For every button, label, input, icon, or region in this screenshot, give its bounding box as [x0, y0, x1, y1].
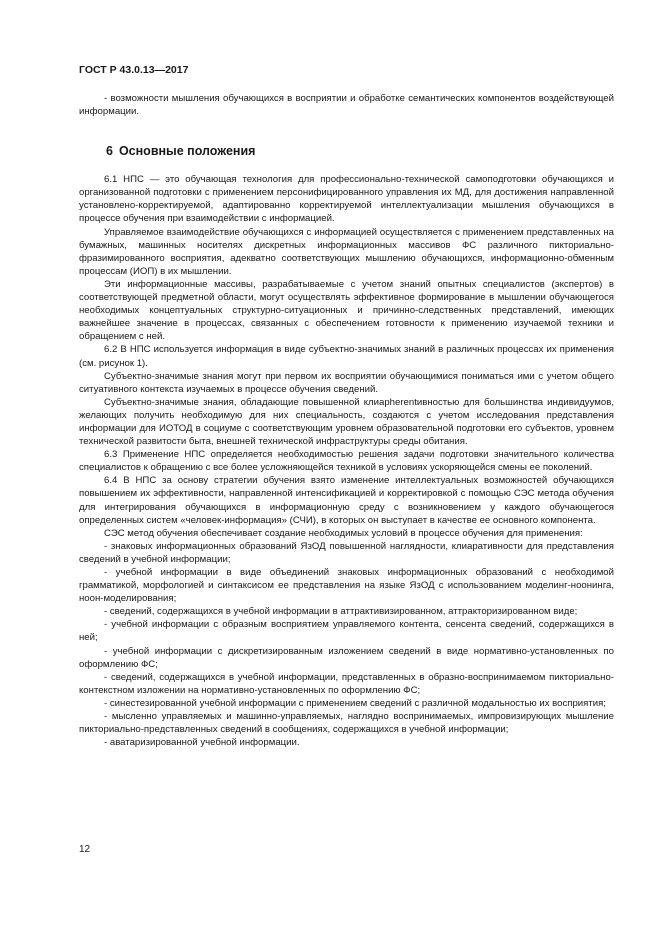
- section-heading: [106, 144, 614, 159]
- paragraph: 6.4 В НПС за основу стратегии обучения взято изменение интеллектуальных возможностей обучающихся повышением их эффективности, направленной интенсификацией и корректировкой с помощью СЭС метода обучения для интегрирования обучающихся в информационную среду с возникновением у каждого обучающегося определенных систем «человек-информация» (СЧИ), в которых он выступает в качестве ее основного компонента.: [79, 475, 614, 526]
- list-item: - знаковых информационных образований ЯзОД повышенной наглядности, клиаративности для представления сведений в учебной информации;: [79, 540, 614, 565]
- list-item: - аватаризированной учебной информации.: [104, 737, 300, 749]
- section-number: 6: [106, 144, 113, 159]
- list-item: - учебной информации в виде объединений знаковых информационных образований с необходимой грамматикой, морфологией и синтаксисом ее представления на языке ЯзОД с использованием моделинг-ноонинга, ноон-моделирования;: [79, 567, 614, 605]
- list-item: - сведений, содержащихся в учебной информации, представленных в образно-воспринимаемом пикториально-контекстном изложении на нормативно-установленных по оформлению ФС;: [79, 671, 614, 696]
- standard-header: ГОСТ Р 43.0.13—2017: [79, 64, 189, 76]
- intro-paragraph: - возможности мышления обучающихся в восприятии и обработке семантических компонентов воздействующей информации.: [79, 93, 614, 118]
- paragraph: Управляемое взаимодействие обучающихся с информацией осуществляется с применением представленных на бумажных, машинных носителях дискретных информационных массивов ФС различного пикториально-фразимированного восприятия, адекватно соответствующих мышлению обучающихся, информационно-обменным процессам (ИОП) в их мышлении.: [79, 226, 614, 277]
- list-item: - сведений, содержащихся в учебной информации в аттрактивизированном, аттракторизированном виде;: [104, 606, 578, 618]
- page-number: 12: [79, 844, 91, 855]
- paragraph: 6.1 НПС — это обучающая технология для профессионально-технической самоподготовки обучающихся и организованной подготовки с применением персонифицированного управления их МД, для достижения направленной установлено-корректируемой, адаптированно корректируемой интеллектуализации мышления обучающихся в процессе обучения при взаимодействии с информацией.: [79, 174, 614, 225]
- section-title: Основные положения: [118, 144, 256, 159]
- list-item: - синестезированной учебной информации с применением сведений с различной модальностью их восприятия;: [104, 697, 606, 709]
- paragraph: Субъектно-значимые знания могут при первом их восприятии обучающимися пониматься ими с учетом общего ситуативного контекста изучаемых в процессе обучения сведений.: [79, 370, 614, 395]
- paragraph: 6.2 В НПС используется информация в виде субъектно-значимых знаний в различных процессах их применения (см. рисунок 1).: [79, 344, 614, 369]
- paragraph: СЭС метод обучения обеспечивает создание необходимых условий в процессе обучения для применения:: [104, 527, 583, 539]
- list-item: - учебной информации с дискретизированным изложением сведений в виде нормативно-установленных по оформлению ФС;: [79, 645, 614, 670]
- paragraph: Субъектно-значимые знания, обладающие повышенной клиарherentивностью для большинства индивидуумов, желающих получить необходимую для них специальность, создаются с учетом исследования представления информации для ИОТОД в социуме с соответствующим уровнем образовательной подготовки его субъектов, уровнем технической развитости быта, внешней технической инфраструктуры среды обитания.: [79, 396, 614, 448]
- page-content: [79, 92, 614, 749]
- list-item: - учебной информации с образным восприятием управляемого контента, сенсента сведений, содержащихся в ней;: [79, 619, 614, 644]
- paragraph: 6.3 Применение НПС определяется необходимостью решения задачи подготовки значительного количества специалистов к обращению с все более усложняющейся техникой в условиях ускоряющейся смены ее поколений.: [79, 449, 614, 474]
- paragraph: Эти информационные массивы, разрабатываемые с учетом знаний опытных специалистов (экспертов) в соответствующей предметной области, могут осуществлять эффективное формирование в мышлении обучающегося необходимых концептуальных структурно-ситуационных и причинно-следственных представлений, имеющих важнейшее значение в процессах, связанных с обеспечением готовности к применению изучаемой техники и обращением с ней.: [79, 278, 614, 343]
- list-item: - мысленно управляемых и машинно-управляемых, наглядно воспринимаемых, импровизирующих мышление пикториально-представленных сведений в сообщениях, содержащихся в учебной информации;: [79, 711, 614, 736]
